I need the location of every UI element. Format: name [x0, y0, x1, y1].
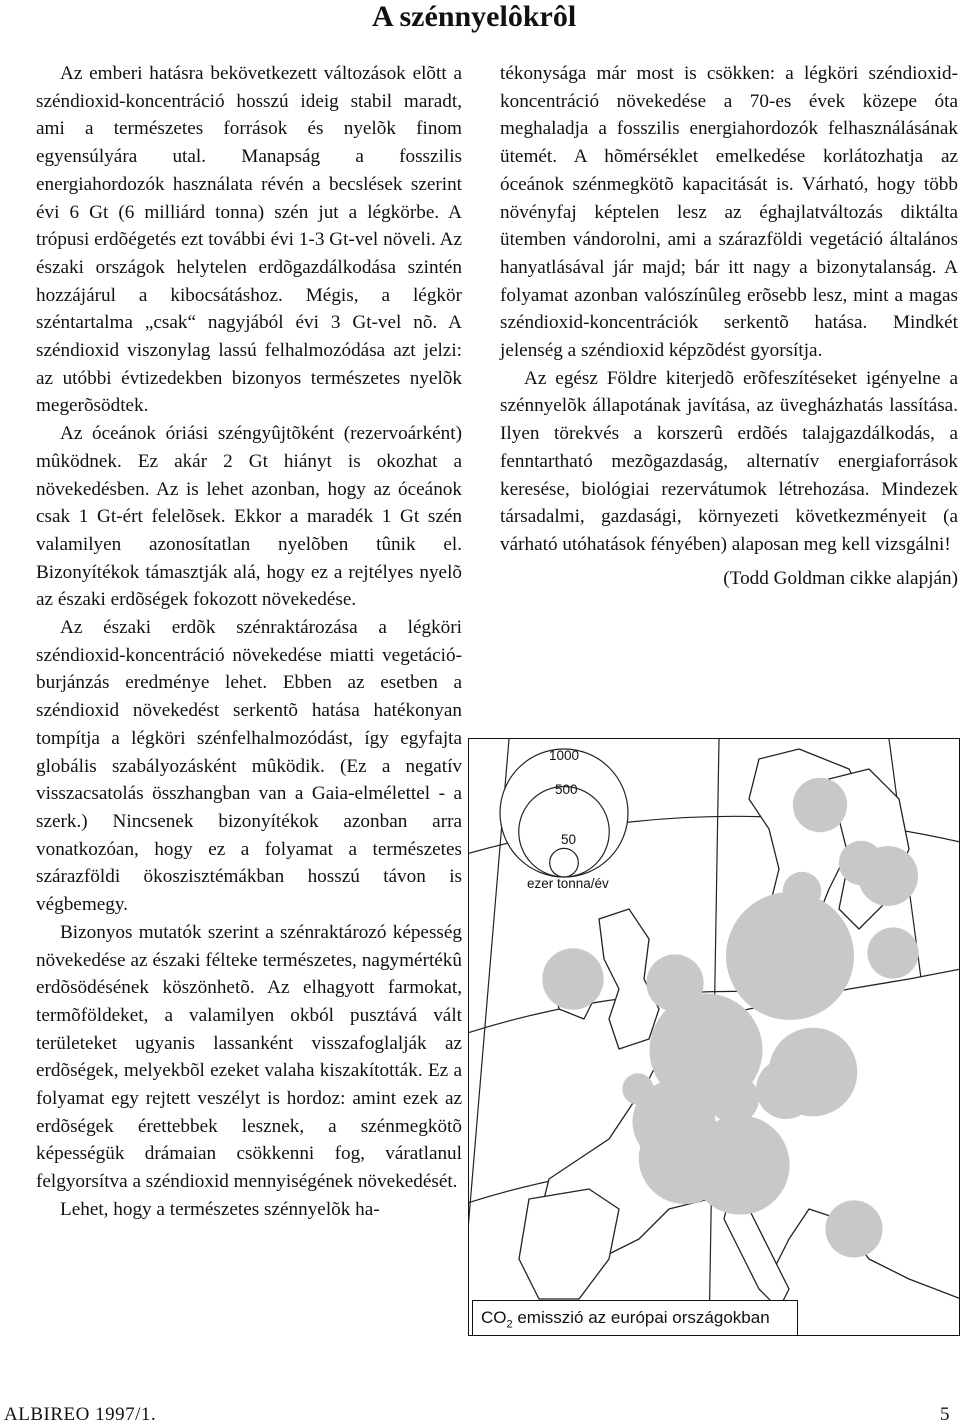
emission-bubble: [726, 892, 854, 1020]
caption-suffix: emisszió az európai országokban: [512, 1308, 770, 1327]
paragraph: Az emberi hatásra bekövetkezett változások elõtt a széndioxid-koncentráció hosszú ideig stabil maradt, ami a természetes források és nyelõk finom egyensúlyára utal. Manapság a fosszilis energiahordozók használata révén a becslések szerint évi 6 Gt (6 milliárd tonna) szén jut a légkörbe. A trópusi erdõégetés ezt további évi 1-3 Gt-vel növeli. Az északi országok helytelen erdõgazdálkodása szintén hozzájárul a kibocsátáshoz. Mégis, a légkör széntartalma „csak“ nagyjából évi 3 Gt-vel nõ. A széndioxid viszonylag lassú felhalmozódása azt jelzi: az utóbbi évtizedekben bizonyos természetes nyelõk megerõsödtek.: [36, 63, 462, 417]
legend-unit: ezer tonna/év: [527, 876, 609, 891]
emission-bubble: [690, 1115, 789, 1214]
paragraph: Az óceánok óriási széngyûjtõként (rezervoárként) mûködnek. Ez akár 2 Gt hiányt is okozhat a növekedésben. Az is lehet azonban, hogy az óceánok csak 1 Gt-ért felelõsek. Ekkor a maradék 1 Gt szén valamilyen azonosítatlan nyelõben tûnik el. Bizonyítékok támasztják alá, hogy ez a rejtélyes nyelõ az északi erdõségek fokozott növekedése.: [36, 423, 462, 611]
emission-bubble: [542, 948, 603, 1009]
attribution: (Todd Goldman cikke alapján): [723, 567, 958, 589]
left-column: [36, 60, 462, 1224]
emission-map: [468, 738, 960, 1336]
paragraph: Bizonyos mutatók szerint a szénraktározó képesség növekedése az északi félteke természetes, nagymértékû erdõsödésének köszönhetõ. Az elhagyott farmokat, termõföldeket, a valamilyen okból pusztává vált területeket ugyanis lassanként visszafoglalják az erdõségek, melyekbõl ezeket valaha kiszakították. Ez a folyamat egy rejtett veszélyt is hordoz: amint ezek az erdõségek érettebbek lesznek, a szénmegkötõ képességük drámaian csökkenni fog, váratlanul felgyorsítva a széndioxid mennyiségének növekedését.: [36, 921, 462, 1193]
emission-bubble: [825, 1200, 882, 1257]
page-title: A szénnyelôkrôl: [372, 0, 577, 33]
caption-prefix: CO: [481, 1308, 507, 1327]
legend-circle-50: [550, 848, 579, 877]
paragraph: tékonysága már most is csökken: a légköri széndioxid-koncentráció növekedése a 70-es évek közepe óta meghaladja a fosszilis energiahordozók felhasználásának ütemét. A hõmérséklet emelkedése korlátozhatja az óceánok szénmegkötõ kapacitását is. Várható, hogy több növényfaj képtelen lesz az éghajlatváltozás diktálta ütemben vándorolni, ami a szárazföldi vegetáció általános hanyatlásával jár majd; bár itt nagy a bizonytalanság. A folyamat azonban valószínûleg erõsebb lesz, mint a magas széndioxid-koncentrációk serkentõ hatása. Mindkét jelenség a széndioxid képzõdést gyorsítja.: [500, 63, 958, 362]
legend-label-500: 500: [555, 782, 578, 797]
right-column: [500, 60, 958, 592]
paragraph: Az egész Földre kiterjedõ erõfeszítéseket igényelne a szénnyelõk állapotának javítása, az üvegházhatás lassítása. Ilyen törekvés a korszerû erdõés talajgazdálkodás, a fenntartható mezõgazdaság, alternatív energiaforrások keresése, biológiai rezervátumok létrehozása. Mindezek társadalmi, gazdasági, környezeti következményeit (a várható utóhatások fényében) alaposan meg kell vizsgálni!: [500, 367, 958, 555]
map-drawing: [469, 739, 960, 1336]
paragraph: Az északi erdõk szénraktározása a légköri széndioxid-koncentráció növekedése miatti vegetáció-burjánzás eredménye lehet. Ebben az esetben a széndioxid növekedést serkentõ hatása hatékonyan tompítja a légköri szénfelhalmozódást, így egyfajta globális szabályozásként mûködik. (Ez a negatív visszacsatolás összhangban van a Gaia-elmélettel - a szerk.) Nincsenek bizonyítékok azonban arra vonatkozóan, hogy ez a folyamat a természetes szárazföldi ökoszisztémákban hosszú távon is végbemegy.: [36, 617, 462, 916]
emission-bubble: [793, 778, 847, 832]
emission-bubble: [756, 1059, 816, 1119]
emission-bubble: [867, 927, 918, 978]
emission-bubble: [858, 846, 918, 906]
page-number: 5: [940, 1404, 950, 1425]
legend-label-1000: 1000: [549, 748, 580, 763]
caption-subscript: 2: [506, 1318, 513, 1331]
legend-label-50: 50: [561, 832, 577, 847]
iberia-outline: [519, 1189, 619, 1299]
paragraph: Lehet, hogy a természetes szénnyelõk ha-: [59, 1198, 380, 1220]
footer-journal: ALBIREO 1997/1.: [4, 1404, 157, 1425]
map-caption: [472, 1300, 798, 1336]
